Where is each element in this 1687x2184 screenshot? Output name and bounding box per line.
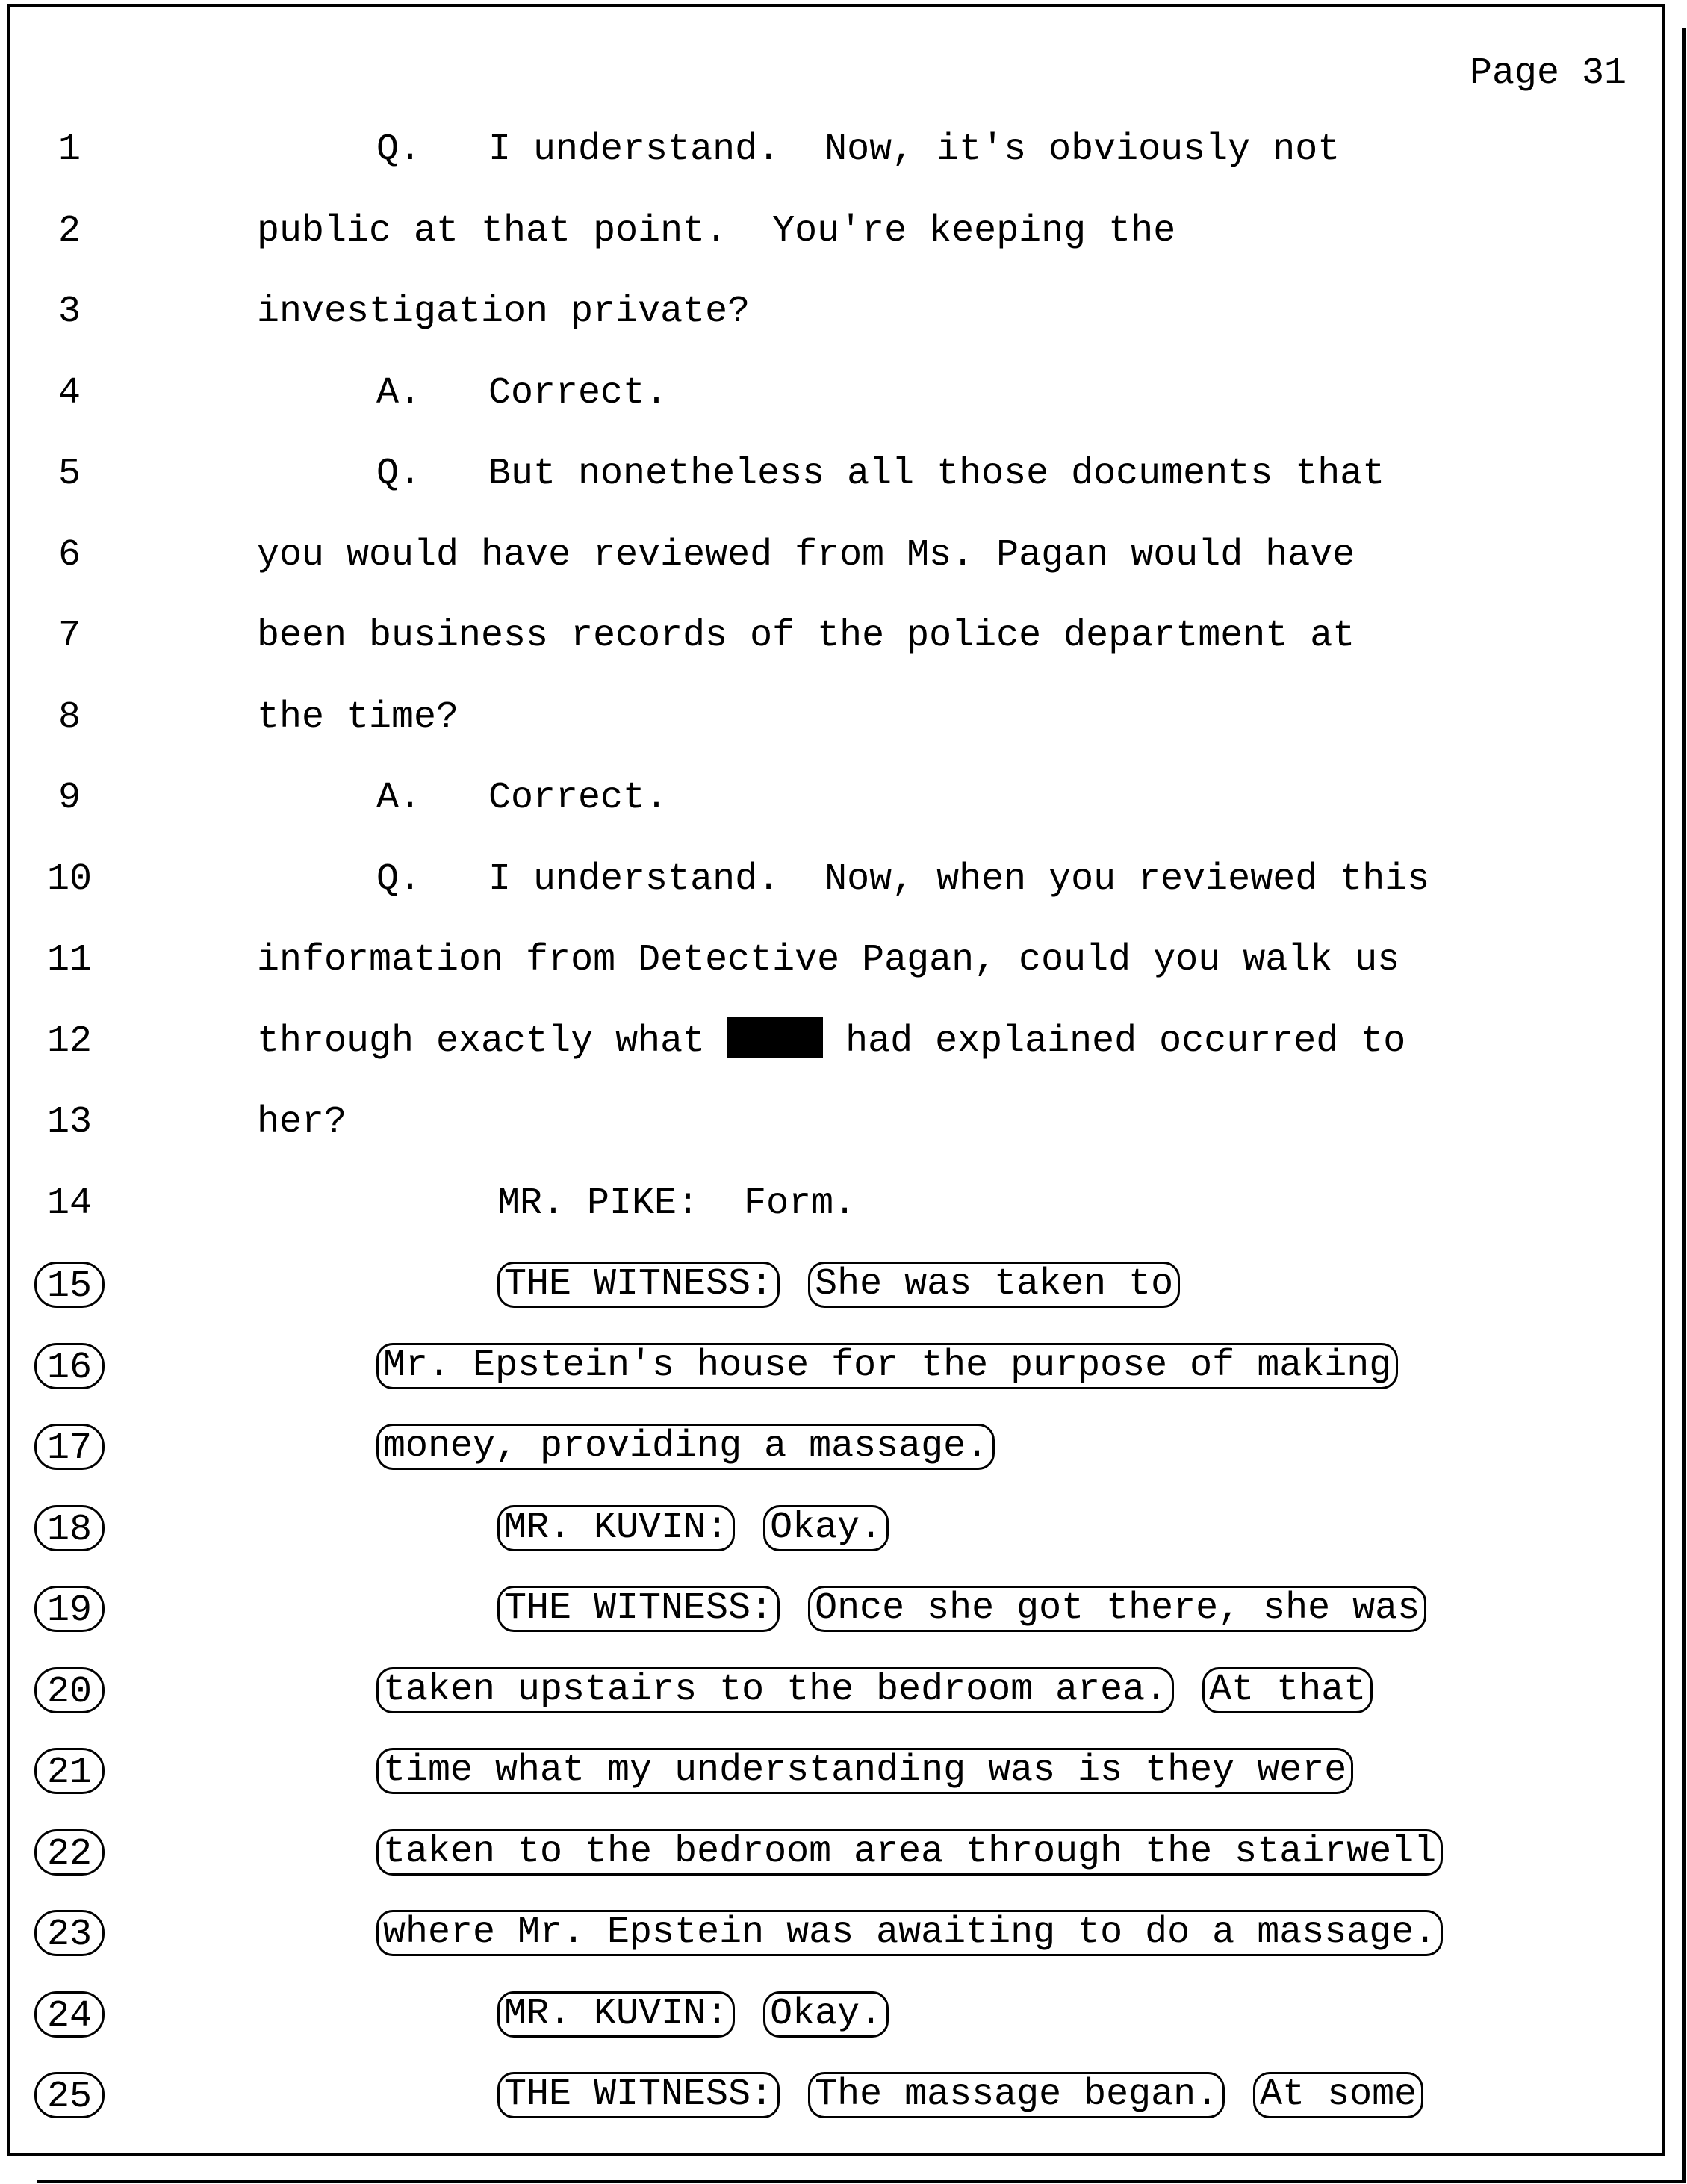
transcript-line — [10, 1505, 1653, 1586]
text-segment: had explained occurred to — [823, 1020, 1406, 1063]
transcript-line — [10, 1910, 1653, 1991]
line-text — [497, 1505, 917, 1551]
text-segment: Q. I understand. Now, when you reviewed this — [376, 857, 1430, 901]
line-text — [376, 1748, 1382, 1794]
text-segment: her? — [257, 1101, 347, 1144]
line-text — [257, 613, 1355, 660]
line-number: 5 — [58, 453, 81, 495]
line-text — [376, 1910, 1471, 1956]
line-text — [257, 1099, 347, 1146]
highlighted-phrase: money, providing a massage. — [376, 1424, 995, 1470]
line-number: 9 — [58, 777, 81, 819]
line-number: 14 — [46, 1182, 92, 1225]
line-text — [257, 1019, 1405, 1065]
line-text — [497, 1181, 856, 1227]
line-number: 20 — [34, 1667, 105, 1713]
line-text — [376, 451, 1385, 497]
transcript-line — [10, 289, 1653, 370]
text-segment: the time? — [257, 695, 459, 739]
text-segment: information from Detective Pagan, could you walk us — [257, 939, 1400, 981]
transcript-line — [10, 1262, 1653, 1342]
line-text — [257, 695, 459, 741]
transcript-page — [7, 4, 1665, 2156]
text-segment: A. Correct. — [376, 371, 668, 415]
text-segment: been business records of the police department at — [257, 615, 1355, 657]
transcript-line — [10, 1586, 1653, 1666]
line-text — [497, 2072, 1452, 2118]
highlighted-phrase: The massage began. — [808, 2072, 1225, 2118]
transcript-line — [10, 1829, 1653, 1910]
transcript-line — [10, 451, 1653, 532]
transcript-line — [10, 1181, 1653, 1262]
text-segment: public at that point. You're keeping the — [257, 209, 1176, 252]
line-text — [376, 1667, 1401, 1713]
transcript-line — [10, 1343, 1653, 1424]
line-text — [257, 208, 1175, 255]
line-number: 15 — [34, 1262, 105, 1308]
line-text — [497, 1991, 917, 2038]
transcript-line — [10, 208, 1653, 289]
highlighted-phrase: She was taken to — [808, 1262, 1180, 1308]
line-number: 16 — [34, 1343, 105, 1389]
highlighted-phrase: taken to the bedroom area through the stairwell — [376, 1829, 1443, 1876]
line-number: 23 — [34, 1910, 105, 1956]
transcript-line — [10, 695, 1653, 775]
page-number: Page 31 — [1469, 52, 1627, 95]
transcript-line — [10, 937, 1653, 1018]
highlighted-phrase: MR. KUVIN: — [497, 1991, 735, 2038]
line-number: 17 — [34, 1424, 105, 1470]
transcript-line — [10, 1019, 1653, 1099]
line-number: 3 — [58, 291, 81, 333]
line-text — [257, 289, 750, 335]
line-number: 22 — [34, 1829, 105, 1876]
line-number: 24 — [34, 1991, 105, 2038]
transcript-line — [10, 1667, 1653, 1748]
highlighted-phrase: taken upstairs to the bedroom area. — [376, 1667, 1174, 1713]
text-segment: A. Correct. — [376, 777, 668, 819]
highlighted-phrase: THE WITNESS: — [497, 2072, 780, 2118]
highlighted-phrase: THE WITNESS: — [497, 1262, 780, 1308]
highlighted-phrase: At some — [1253, 2072, 1423, 2118]
line-number: 18 — [34, 1505, 105, 1551]
line-number: 7 — [58, 615, 81, 657]
transcript-line — [10, 2072, 1653, 2153]
line-number: 13 — [46, 1101, 92, 1144]
line-number: 6 — [58, 533, 81, 577]
highlighted-phrase: Okay. — [763, 1991, 889, 2038]
highlighted-phrase: At that — [1202, 1667, 1373, 1713]
highlighted-phrase: time what my understanding was is they were — [376, 1748, 1353, 1794]
highlighted-phrase: where Mr. Epstein was awaiting to do a massage. — [376, 1910, 1443, 1956]
line-text — [376, 1829, 1471, 1876]
transcript-line — [10, 127, 1653, 208]
line-text — [257, 533, 1355, 579]
line-number: 8 — [58, 695, 81, 739]
text-segment: investigation private? — [257, 291, 751, 333]
transcript-line — [10, 370, 1653, 451]
highlighted-phrase: Mr. Epstein's house for the purpose of making — [376, 1343, 1398, 1389]
highlighted-phrase: THE WITNESS: — [497, 1586, 780, 1632]
line-text — [376, 370, 668, 417]
transcript-line — [10, 1991, 1653, 2072]
highlighted-phrase: MR. KUVIN: — [497, 1505, 735, 1551]
line-number: 21 — [34, 1748, 105, 1794]
line-text — [376, 1343, 1426, 1389]
line-text — [257, 937, 1399, 984]
line-number: 19 — [34, 1586, 105, 1632]
transcript-line — [10, 1424, 1653, 1504]
line-text — [497, 1262, 1208, 1308]
line-number: 12 — [46, 1020, 92, 1063]
line-text — [376, 1424, 1023, 1470]
text-segment: Q. I understand. Now, it's obviously not — [376, 128, 1340, 171]
line-text — [497, 1586, 1455, 1632]
transcript-line — [10, 857, 1653, 937]
transcript-line — [10, 613, 1653, 694]
transcript-line — [10, 1099, 1653, 1180]
line-text — [376, 857, 1429, 903]
transcript-line — [10, 775, 1653, 856]
line-number: 10 — [46, 857, 92, 901]
text-segment: Q. But nonetheless all those documents that — [376, 453, 1385, 495]
highlighted-phrase: Okay. — [763, 1505, 889, 1551]
redaction-bar — [727, 1017, 823, 1058]
line-text — [376, 775, 668, 822]
line-number: 2 — [58, 209, 81, 252]
text-segment: you would have reviewed from Ms. Pagan would have — [257, 533, 1355, 577]
line-number: 11 — [46, 939, 92, 981]
text-segment: through exactly what — [257, 1020, 728, 1063]
transcript-line — [10, 1748, 1653, 1828]
line-number: 4 — [58, 371, 81, 415]
highlighted-phrase: Once she got there, she was — [808, 1586, 1426, 1632]
line-number: 25 — [34, 2072, 105, 2118]
line-number: 1 — [58, 128, 81, 171]
line-text — [376, 127, 1340, 173]
text-segment: MR. PIKE: Form. — [497, 1182, 857, 1225]
transcript-line — [10, 533, 1653, 613]
